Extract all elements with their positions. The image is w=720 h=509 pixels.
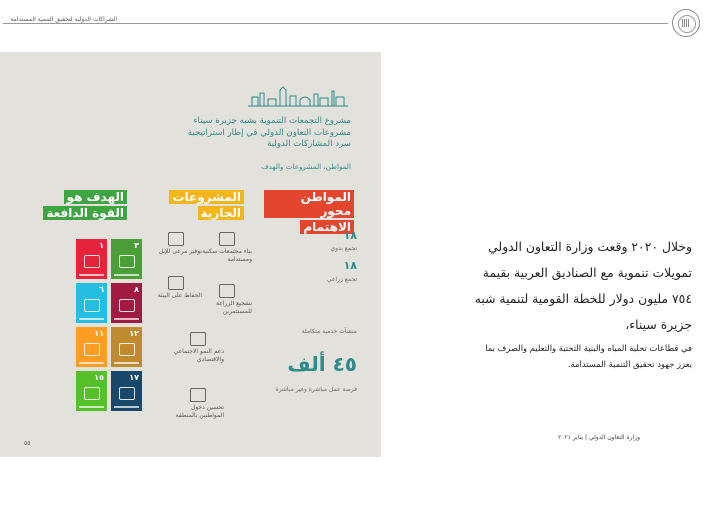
sdg-tile: ٨	[111, 283, 142, 323]
income-icon	[190, 388, 206, 402]
sdg-tile: ٦	[76, 283, 107, 323]
stat-bedouin-label: تجمع بدوي	[330, 245, 357, 252]
sdg-grid	[76, 239, 142, 411]
intro-line-1: مشروع التجمعات التنموية بشبه جزيرة سيناء	[193, 116, 351, 126]
environment-icon	[168, 276, 184, 290]
sdg-tile: ١١	[76, 327, 107, 367]
section-header-title: الشراكات الدولية لتحقيق التنمية المستدامة	[10, 16, 117, 23]
body-paragraph-1: وخلال ٢٠٢٠ وقعت وزارة التعاون الدولي تمويلات تنموية مع الصناديق العربية بقيمة ٧٥٤ مليون دولار للخطة القومية لتنمية شبه جزيرة سيناء،	[474, 239, 692, 332]
sdg-tile: ١٢	[111, 327, 142, 367]
jobs-label: فرصة عمل مباشرة وغير مباشرة	[275, 386, 357, 393]
project-label-6: تحسين دخول المواطنين بالمنطقة	[175, 404, 224, 419]
project-label-4: الحفاظ على البيئة	[157, 292, 202, 299]
stat-bedouin-value: ١٨	[343, 229, 357, 242]
camel-icon	[168, 232, 184, 246]
page-number: ٥٥	[24, 440, 31, 447]
stat-agri-value: ١٨	[343, 259, 357, 272]
spread	[0, 52, 720, 457]
intro-line-3: سرد المشاركات الدولية	[267, 139, 351, 149]
sdg-tile: ١٧	[111, 371, 142, 411]
body-paragraph-2: في قطاعات تحلية المياه والبنية التحتية والتعليم والصرف بما يعزز جهود تحقيق التنمية المستدامة.	[485, 343, 692, 369]
project-label-5: دعم النمو الاجتماعي والاقتصادي	[173, 348, 224, 363]
farming-icon	[219, 284, 235, 298]
citizen-heading: المواطن محور الاهتمام	[260, 189, 358, 237]
intro-line-2: مشروعات التعاون الدولي في إطار استراتيجية	[187, 127, 351, 138]
growth-icon	[190, 332, 206, 346]
sdg-tile: ٣	[111, 239, 142, 279]
project-label-1: بناء مجتمعات سكنية ومستدامة	[202, 248, 252, 263]
project-label-2: توفير مرعى للإبل	[158, 248, 202, 255]
city-skyline-icon	[248, 85, 348, 107]
ministry-logo-icon	[672, 9, 700, 37]
projects-heading: المشروعات الجارية	[150, 189, 248, 223]
housing-icon	[219, 232, 235, 246]
jobs-value: ٤٥ ألف	[287, 352, 357, 376]
sdg-tile: ١	[76, 239, 107, 279]
body-text	[407, 234, 692, 372]
infographic-subtitle: المواطن، المشروعات والهدف	[261, 162, 351, 171]
infographic-intro	[91, 116, 351, 151]
infographic-panel	[0, 52, 381, 457]
footer-text: وزارة التعاون الدولي | يناير ٢٠٢١	[558, 434, 640, 441]
goal-heading: الهدف هو القوة الدافعة	[33, 189, 131, 223]
project-label-3: تشجيع الزراعة للمستثمرين	[216, 300, 252, 315]
stat-services-label: منشآت خدمية متكاملة	[301, 328, 357, 335]
stat-agri-label: تجمع زراعي	[326, 276, 357, 283]
sdg-tile: ١٥	[76, 371, 107, 411]
header-divider	[3, 23, 668, 24]
